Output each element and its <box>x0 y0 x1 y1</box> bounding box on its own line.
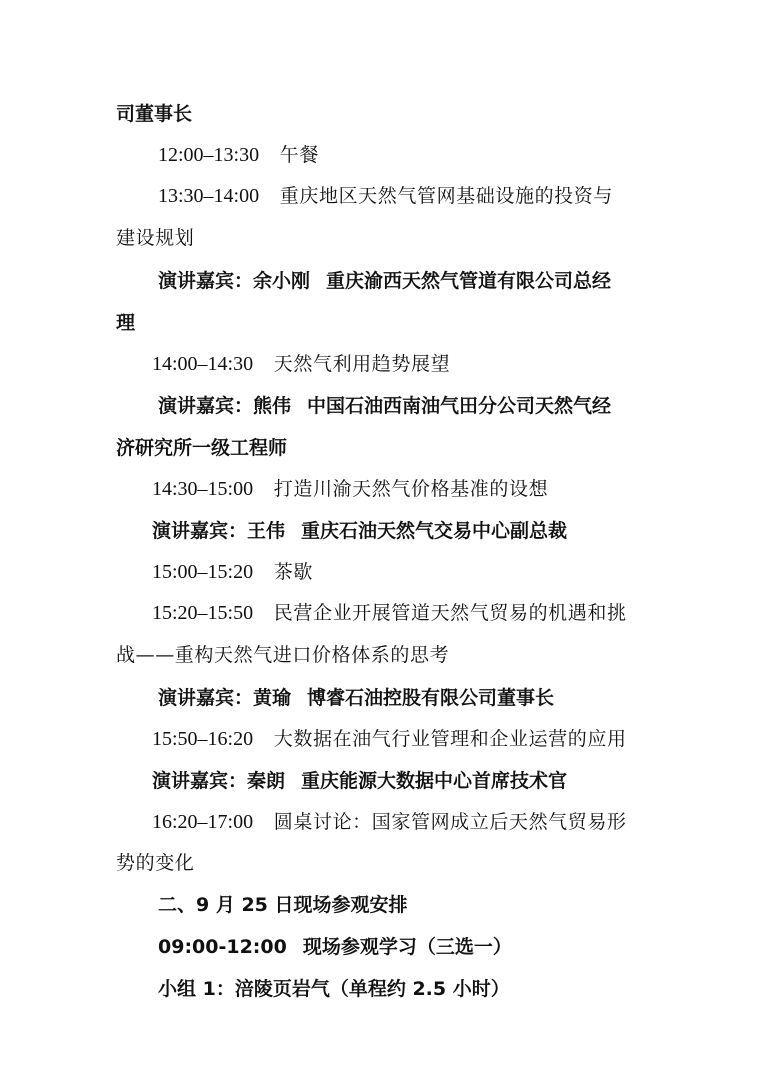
section-heading-site-visit <box>158 893 408 917</box>
agenda-item-lunch <box>158 143 319 167</box>
group-description: 小组 1：涪陵页岩气（单程约 2.5 小时） <box>158 978 510 1000</box>
agenda-time: 14:30–15:00 <box>152 478 254 500</box>
agenda-topic: 大数据在油气行业管理和企业运营的应用 <box>273 728 627 750</box>
speaker-line <box>158 269 611 293</box>
agenda-time: 14:00–14:30 <box>152 353 254 375</box>
agenda-time: 15:00–15:20 <box>152 561 254 583</box>
agenda-time: 09:00-12:00 <box>158 936 287 958</box>
agenda-item-round-table <box>152 810 627 834</box>
speaker-organization: 重庆渝西天然气管道有限公司总经 <box>326 270 612 292</box>
speaker-organization: 重庆石油天然气交易中心副总裁 <box>301 520 568 542</box>
line-text: 司董事长 <box>116 103 193 125</box>
speaker-organization: 重庆能源大数据中心首席技术官 <box>301 770 568 792</box>
agenda-topic: 圆桌讨论：国家管网成立后天然气贸易形 <box>273 811 627 833</box>
agenda-topic: 天然气利用趋势展望 <box>273 353 451 375</box>
speaker-name: 演讲嘉宾：王伟 <box>152 520 286 542</box>
agenda-item-gas-trends <box>152 352 450 376</box>
agenda-item-price-benchmark <box>152 477 548 501</box>
agenda-time: 15:50–16:20 <box>152 728 254 750</box>
speaker-organization: 中国石油西南油气田分公司天然气经 <box>307 395 612 417</box>
agenda-topic: 打造川渝天然气价格基准的设想 <box>273 478 549 500</box>
agenda-item-big-data <box>152 727 627 751</box>
site-visit-schedule <box>158 935 512 959</box>
speaker-name: 演讲嘉宾：余小刚 <box>158 270 311 292</box>
agenda-topic-continued <box>116 226 194 250</box>
line-text: 势的变化 <box>116 852 195 874</box>
line-text: 战——重构天然气进口价格体系的思考 <box>116 644 450 666</box>
speaker-line <box>158 686 554 710</box>
agenda-topic-continued <box>116 851 194 875</box>
agenda-item-private-enterprise <box>152 601 627 625</box>
agenda-topic: 重庆地区天然气管网基础设施的投资与 <box>279 185 613 207</box>
line-text: 济研究所一级工程师 <box>116 437 288 459</box>
speaker-name: 演讲嘉宾：熊伟 <box>158 395 292 417</box>
agenda-time: 15:20–15:50 <box>152 602 254 624</box>
agenda-time: 13:30–14:00 <box>158 185 260 207</box>
agenda-time: 16:20–17:00 <box>152 811 254 833</box>
agenda-topic: 民营企业开展管道天然气贸易的机遇和挑 <box>273 602 627 624</box>
agenda-topic: 现场参观学习（三选一） <box>302 936 512 958</box>
section-heading: 二、9 月 25 日现场参观安排 <box>158 894 408 916</box>
agenda-topic-continued <box>116 643 449 667</box>
speaker-name: 演讲嘉宾：秦朗 <box>152 770 286 792</box>
speaker-line <box>158 394 611 418</box>
speaker-line-continued <box>116 436 287 460</box>
line-text: 理 <box>116 312 136 334</box>
continued-speaker-title <box>116 102 192 126</box>
agenda-item-tea-break <box>152 560 313 584</box>
speaker-name: 演讲嘉宾：黄瑜 <box>158 687 292 709</box>
site-visit-group-1 <box>158 977 510 1001</box>
speaker-line <box>152 769 567 793</box>
agenda-time: 12:00–13:30 <box>158 144 260 166</box>
agenda-item-chongqing-pipeline <box>158 184 613 208</box>
speaker-organization: 博睿石油控股有限公司董事长 <box>307 687 555 709</box>
speaker-line <box>152 519 567 543</box>
speaker-line-continued <box>116 311 135 335</box>
agenda-topic: 茶歇 <box>273 561 313 583</box>
line-text: 建设规划 <box>116 227 195 249</box>
agenda-topic: 午餐 <box>279 144 319 166</box>
